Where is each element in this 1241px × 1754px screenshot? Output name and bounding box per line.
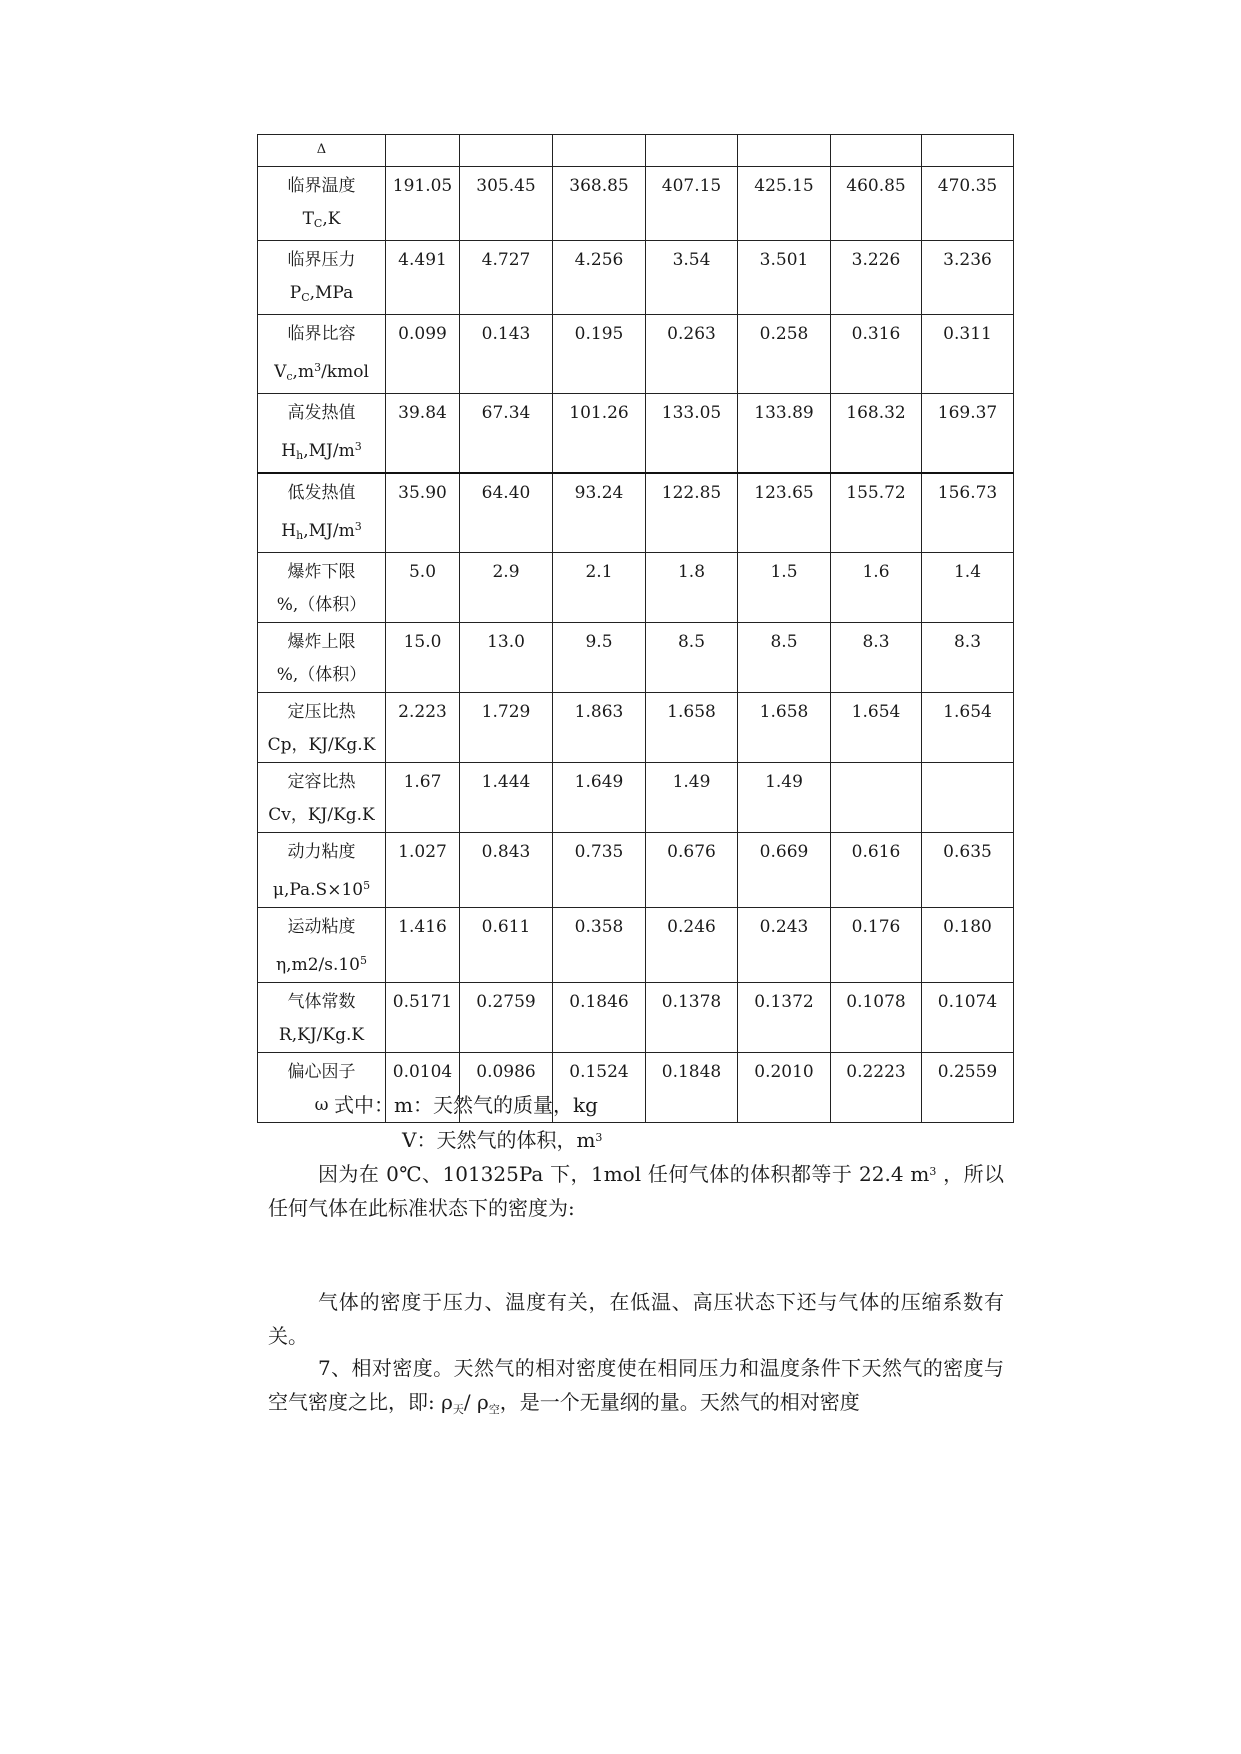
value-cell: 1.658 (646, 693, 738, 763)
value-cell: 133.89 (738, 394, 831, 474)
row-label-cell (258, 241, 386, 315)
value-cell: 0.0986 (460, 1053, 553, 1123)
empty-cell (646, 135, 738, 167)
value-cell: 0.843 (460, 833, 553, 908)
value-cell: 1.4 (922, 553, 1014, 623)
value-cell: 93.24 (553, 473, 646, 553)
row-label-unit (260, 510, 383, 552)
value-cell: 1.027 (386, 833, 460, 908)
value-cell: 0.735 (553, 833, 646, 908)
value-cell: 470.35 (922, 167, 1014, 241)
value-cell: 1.8 (646, 553, 738, 623)
row-label-cell (258, 394, 386, 474)
standard-text-b: ，所以任何气体在此标准状态下的密度为: (268, 1162, 1005, 1220)
value-cell: 1.729 (460, 693, 553, 763)
row-label-name: 爆炸下限 (287, 562, 356, 582)
row-label-unit (260, 589, 383, 622)
value-cell: 0.0104 (386, 1053, 460, 1123)
unit-text: H (281, 441, 297, 461)
value-cell (831, 763, 922, 833)
row-label-cell (258, 315, 386, 394)
value-cell: 0.1524 (553, 1053, 646, 1123)
row-label-name: 定容比热 (287, 772, 356, 792)
unit-text: ω (314, 1095, 329, 1115)
table-row (258, 241, 1014, 315)
unit-text: T (302, 209, 314, 229)
relative-subscript-kong: 空 (488, 1403, 500, 1416)
value-cell: 2.9 (460, 553, 553, 623)
table-header-row (258, 135, 1014, 167)
where-v-line (402, 1121, 802, 1157)
unit-text: ,MJ/m (303, 441, 355, 461)
value-cell: 1.49 (646, 763, 738, 833)
value-cell: 3.54 (646, 241, 738, 315)
value-cell: 1.863 (553, 693, 646, 763)
value-cell: 8.5 (738, 623, 831, 693)
row-label-name: 偏心因子 (287, 1062, 356, 1082)
value-cell: 169.37 (922, 394, 1014, 474)
unit-subscript: C (313, 217, 323, 230)
table-row (258, 553, 1014, 623)
value-cell: 0.1372 (738, 983, 831, 1053)
value-cell: 122.85 (646, 473, 738, 553)
unit-text: R,KJ/Kg.K (278, 1025, 365, 1045)
value-cell: 3.236 (922, 241, 1014, 315)
value-cell: 0.143 (460, 315, 553, 394)
value-cell: 1.416 (386, 908, 460, 983)
row-label-cell (258, 693, 386, 763)
value-cell: 0.676 (646, 833, 738, 908)
value-cell: 0.246 (646, 908, 738, 983)
unit-text: μ,Pa.S×10 (272, 880, 364, 900)
value-cell: 0.616 (831, 833, 922, 908)
unit-text: P (289, 283, 302, 303)
row-label-cell (258, 763, 386, 833)
value-cell: 3.501 (738, 241, 831, 315)
value-cell: 0.5171 (386, 983, 460, 1053)
empty-cell (553, 135, 646, 167)
table-row (258, 763, 1014, 833)
unit-text: Cp，KJ/Kg.K (267, 735, 376, 755)
unit-superscript: 3 (314, 361, 322, 374)
value-cell: 0.2759 (460, 983, 553, 1053)
value-cell: 0.2223 (831, 1053, 922, 1123)
row-label-unit (260, 203, 383, 240)
value-cell: 4.256 (553, 241, 646, 315)
unit-text: η,m2/s.10 (275, 955, 360, 975)
unit-text: %,（体积） (276, 665, 367, 685)
gas-properties-table (257, 134, 1014, 1123)
value-cell: 0.1074 (922, 983, 1014, 1053)
value-cell: 0.611 (460, 908, 553, 983)
row-label-unit (260, 944, 383, 982)
unit-superscript: 5 (360, 954, 367, 967)
relative-text-a: 7、相对密度。天然气的相对密度使在相同压力和温度条件下天然气的密度与空气密度之比，即: ρ (268, 1356, 1004, 1414)
value-cell: 0.669 (738, 833, 831, 908)
value-cell: 35.90 (386, 473, 460, 553)
unit-text: H (281, 521, 297, 541)
table-row (258, 693, 1014, 763)
row-label-name: 临界压力 (287, 250, 356, 270)
empty-cell (922, 135, 1014, 167)
table-row (258, 908, 1014, 983)
row-label-name: 运动粘度 (287, 917, 356, 937)
unit-superscript: 3 (354, 440, 362, 453)
value-cell: 0.1078 (831, 983, 922, 1053)
unit-text: Cv，KJ/Kg.K (268, 805, 375, 825)
value-cell: 9.5 (553, 623, 646, 693)
row-label-unit (260, 729, 383, 762)
empty-cell (460, 135, 553, 167)
value-cell: 0.358 (553, 908, 646, 983)
table-row (258, 623, 1014, 693)
value-cell: 123.65 (738, 473, 831, 553)
row-label-name: 高发热值 (287, 403, 356, 423)
table-row (258, 167, 1014, 241)
value-cell: 155.72 (831, 473, 922, 553)
unit-subscript: c (286, 370, 293, 383)
row-label-cell (258, 983, 386, 1053)
value-cell: 0.316 (831, 315, 922, 394)
value-cell: 13.0 (460, 623, 553, 693)
value-cell: 1.5 (738, 553, 831, 623)
value-cell: 101.26 (553, 394, 646, 474)
value-cell: 1.658 (738, 693, 831, 763)
value-cell: 1.6 (831, 553, 922, 623)
row-label-cell (258, 908, 386, 983)
value-cell: 1.649 (553, 763, 646, 833)
value-cell: 1.444 (460, 763, 553, 833)
value-cell: 0.099 (386, 315, 460, 394)
table-row (258, 473, 1014, 553)
table-row (258, 315, 1014, 394)
row-label-cell (258, 553, 386, 623)
where-m-line: 式中：m：天然气的质量，kg (334, 1093, 598, 1117)
density-note-paragraph: 气体的密度于压力、温度有关，在低温、高压状态下还与气体的压缩系数有关。 (268, 1290, 1004, 1348)
relative-text-c: ，是一个无量纲的量。天然气的相对密度 (499, 1390, 860, 1414)
relative-text-b: / ρ (463, 1390, 489, 1414)
value-cell: 67.34 (460, 394, 553, 474)
empty-cell (738, 135, 831, 167)
value-cell: 8.3 (922, 623, 1014, 693)
value-cell: 0.1846 (553, 983, 646, 1053)
value-cell: 0.258 (738, 315, 831, 394)
unit-text: V (274, 362, 287, 382)
row-label-name: 临界温度 (287, 176, 356, 196)
row-label-name: 定压比热 (287, 702, 356, 722)
value-cell: 368.85 (553, 167, 646, 241)
value-cell: 0.263 (646, 315, 738, 394)
value-cell: 0.1378 (646, 983, 738, 1053)
value-cell: 0.243 (738, 908, 831, 983)
relative-density-paragraph (268, 1351, 1004, 1427)
value-cell: 15.0 (386, 623, 460, 693)
unit-text: ,K (322, 209, 341, 229)
value-cell: 3.226 (831, 241, 922, 315)
value-cell: 407.15 (646, 167, 738, 241)
value-cell: 0.1848 (646, 1053, 738, 1123)
row-label-name: 气体常数 (287, 992, 356, 1012)
value-cell: 305.45 (460, 167, 553, 241)
value-cell: 5.0 (386, 553, 460, 623)
unit-text: ,MJ/m (303, 521, 355, 541)
value-cell: 64.40 (460, 473, 553, 553)
value-cell: 1.654 (922, 693, 1014, 763)
unit-superscript: 5 (363, 879, 371, 892)
row-label-cell (258, 623, 386, 693)
table-row (258, 394, 1014, 474)
unit-text: ,m (292, 362, 315, 382)
unit-subscript: C (301, 291, 310, 304)
value-cell: 2.223 (386, 693, 460, 763)
row-label-unit (260, 799, 383, 832)
standard-superscript: 3 (929, 1165, 937, 1178)
header-symbol-cell: Δ (258, 135, 386, 167)
value-cell: 0.195 (553, 315, 646, 394)
value-cell: 168.32 (831, 394, 922, 474)
value-cell: 133.05 (646, 394, 738, 474)
value-cell: 4.727 (460, 241, 553, 315)
value-cell: 1.67 (386, 763, 460, 833)
row-label-name: 临界比容 (287, 324, 356, 344)
value-cell: 191.05 (386, 167, 460, 241)
unit-superscript: 3 (354, 520, 362, 533)
row-label-name: 爆炸上限 (287, 632, 356, 652)
row-label-unit (260, 869, 383, 907)
unit-subscript: h (296, 449, 304, 462)
value-cell: 4.491 (386, 241, 460, 315)
relative-subscript-tian: 天 (452, 1403, 464, 1416)
where-v-superscript: 3 (595, 1131, 603, 1144)
standard-state-paragraph (268, 1155, 1004, 1225)
row-label-name: 动力粘度 (287, 842, 356, 862)
value-cell: 0.2010 (738, 1053, 831, 1123)
value-cell: 1.49 (738, 763, 831, 833)
value-cell: 156.73 (922, 473, 1014, 553)
row-label-name: 低发热值 (287, 483, 356, 503)
unit-subscript: h (296, 529, 304, 542)
value-cell: 425.15 (738, 167, 831, 241)
unit-text: ,MPa (309, 283, 354, 303)
row-label-cell (258, 833, 386, 908)
row-label-cell (258, 473, 386, 553)
value-cell: 8.3 (831, 623, 922, 693)
value-cell: 0.176 (831, 908, 922, 983)
row-label-unit (260, 430, 383, 472)
row-label-unit (260, 277, 383, 314)
unit-text: %,（体积） (276, 595, 367, 615)
table-row (258, 983, 1014, 1053)
row-label-unit (260, 659, 383, 692)
empty-cell (831, 135, 922, 167)
value-cell: 0.635 (922, 833, 1014, 908)
row-label-unit (260, 1019, 383, 1052)
unit-text: /kmol (321, 362, 369, 382)
value-cell: 39.84 (386, 394, 460, 474)
row-label-cell (258, 167, 386, 241)
value-cell: 0.311 (922, 315, 1014, 394)
table-row (258, 833, 1014, 908)
standard-text-a: 因为在 0℃、101325Pa 下，1mol 任何气体的体积都等于 22.4 m (318, 1162, 930, 1186)
row-label-unit (260, 351, 383, 393)
value-cell: 0.180 (922, 908, 1014, 983)
value-cell: 2.1 (553, 553, 646, 623)
value-cell: 0.2559 (922, 1053, 1014, 1123)
value-cell: 1.654 (831, 693, 922, 763)
table-body (258, 135, 1014, 1123)
empty-cell (386, 135, 460, 167)
value-cell: 460.85 (831, 167, 922, 241)
value-cell (922, 763, 1014, 833)
where-v-text: V：天然气的体积，m (402, 1128, 596, 1152)
value-cell: 8.5 (646, 623, 738, 693)
